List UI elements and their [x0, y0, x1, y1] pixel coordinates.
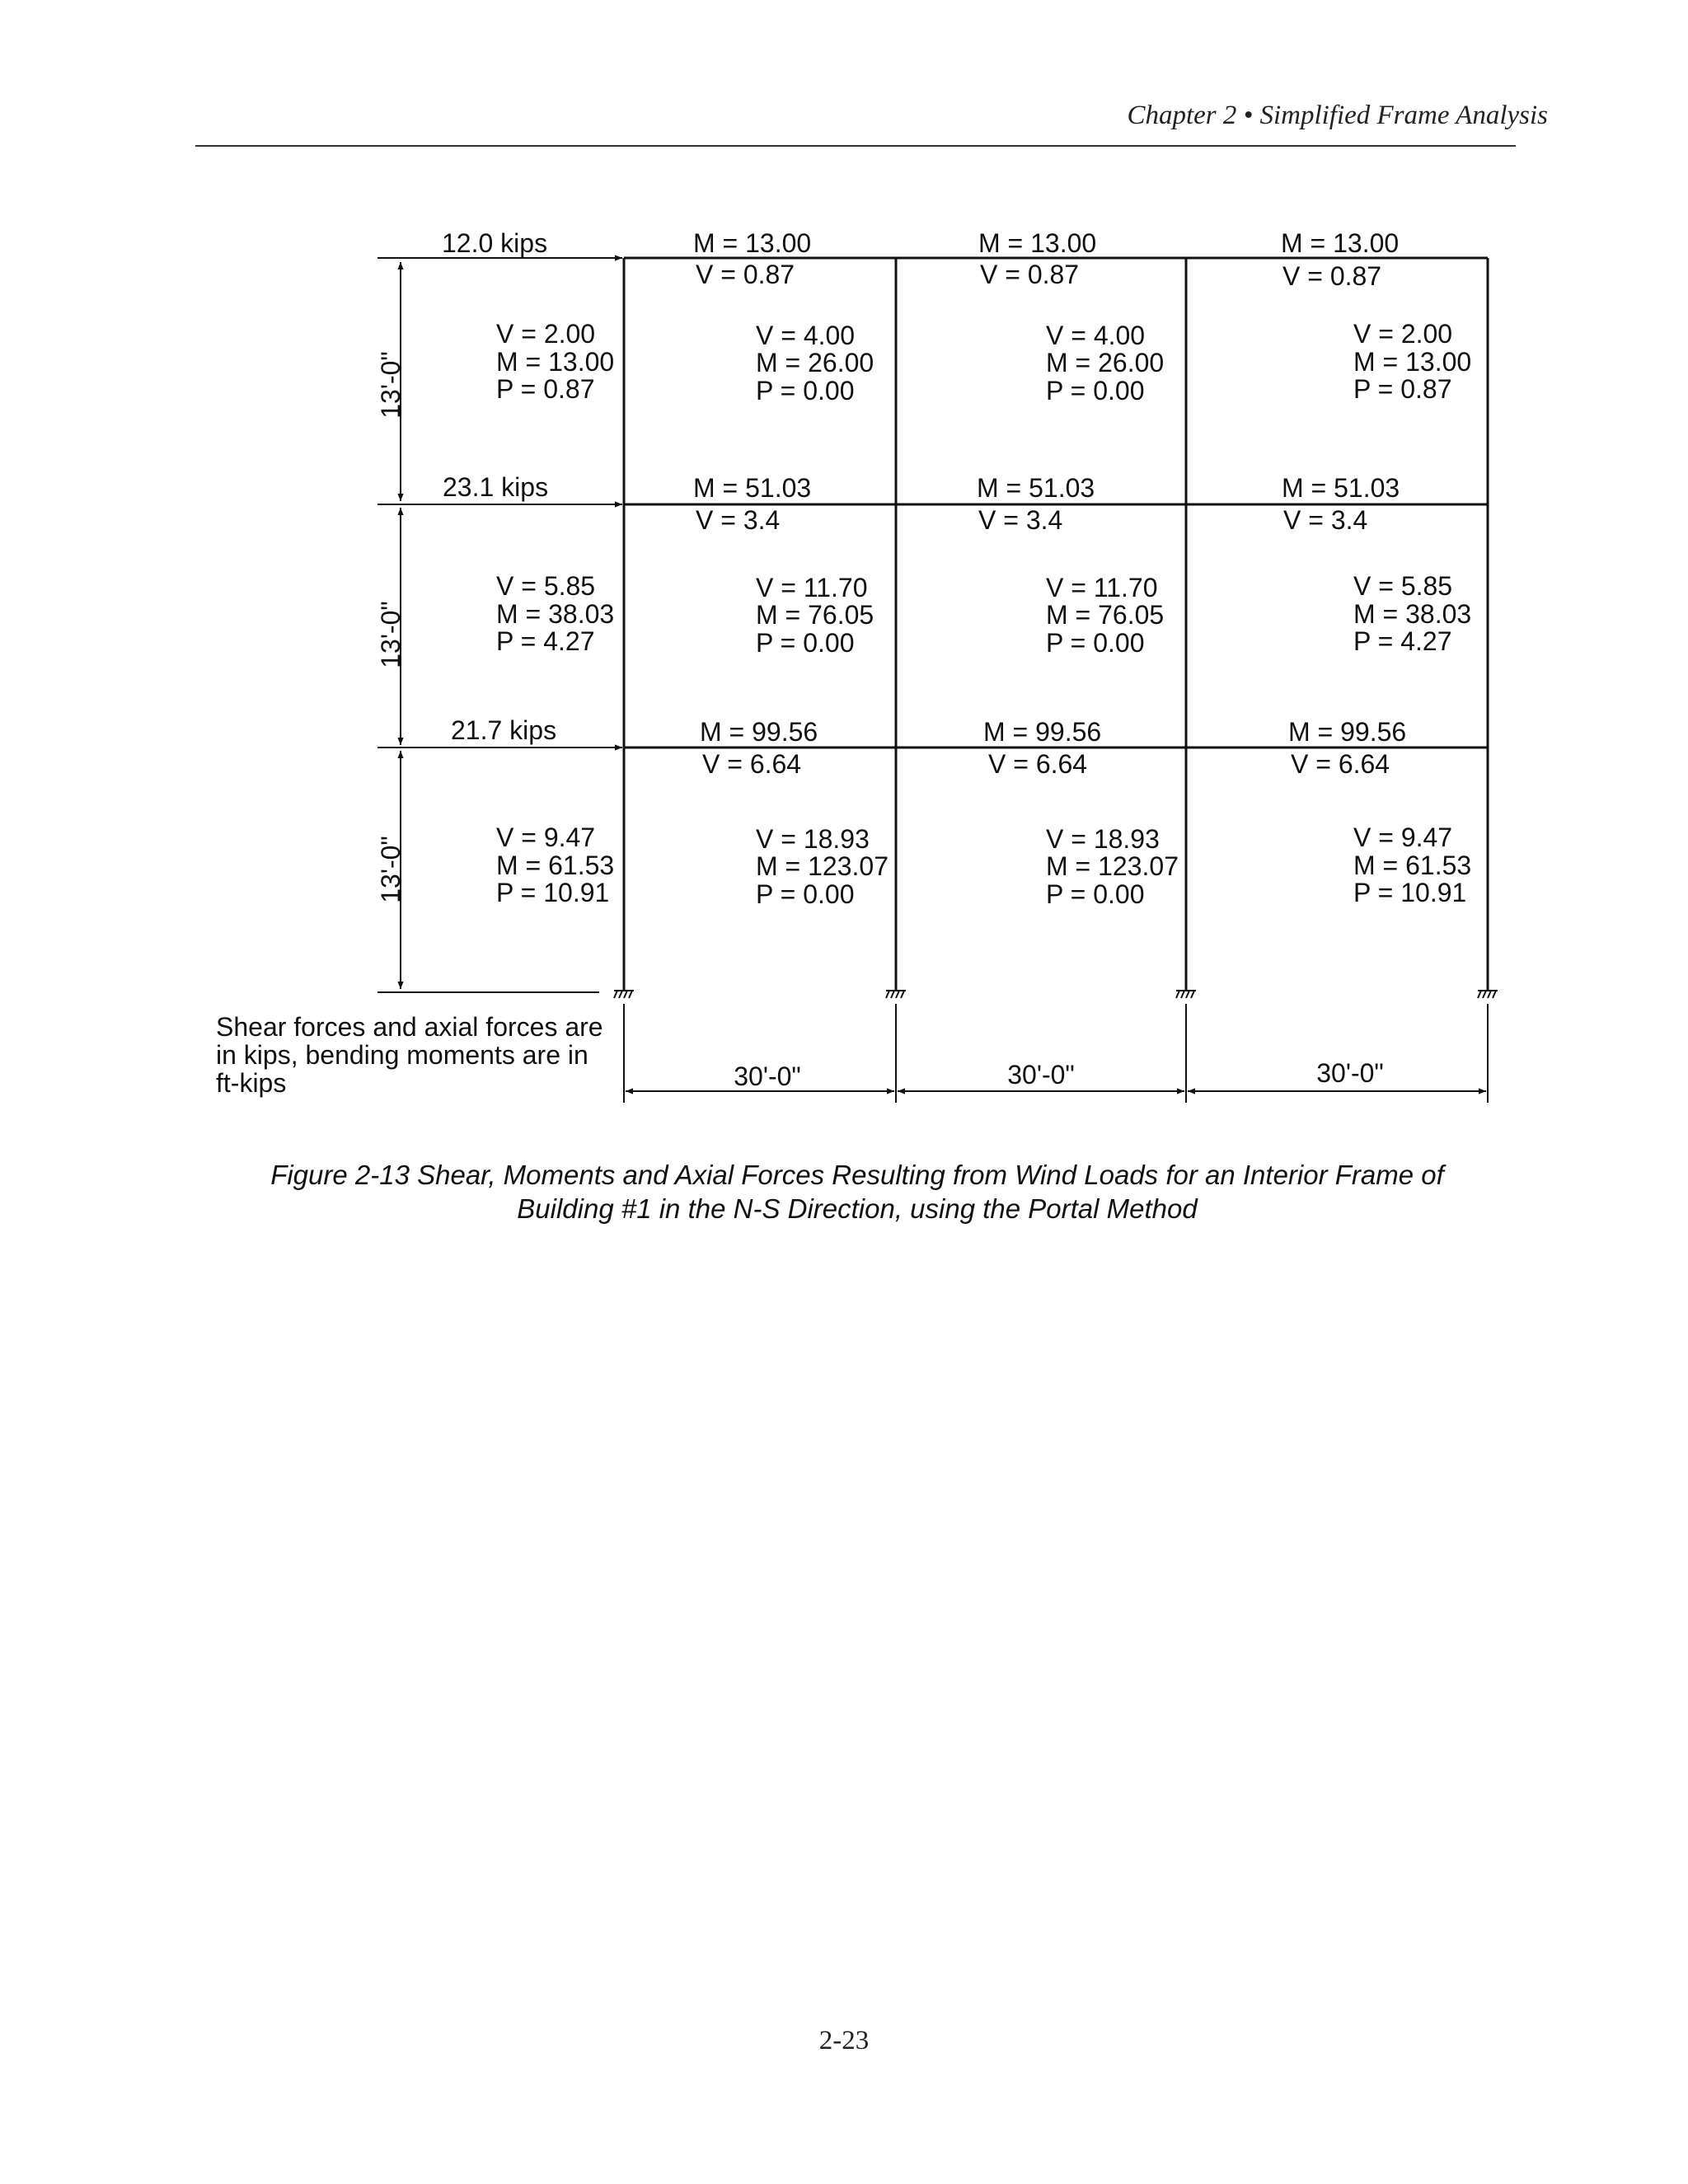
story-height-label: 13'-0": [376, 601, 406, 668]
svg-text:Shear forces and axial forces: Shear forces and axial forces are: [216, 1012, 603, 1042]
beam-shear-label: V = 6.64: [702, 749, 802, 779]
svg-text:M = 26.00: M = 26.00: [756, 348, 874, 377]
svg-text:P = 0.87: P = 0.87: [1353, 374, 1452, 404]
beam-moment-label: M = 51.03: [693, 473, 812, 503]
caption-line: Building #1 in the N-S Direction, using the Portal Method: [517, 1193, 1198, 1224]
svg-text:M = 38.03: M = 38.03: [496, 599, 615, 629]
roof-load-label: 12.0 kips: [442, 228, 548, 258]
svg-text:V = 4.00: V = 4.00: [756, 321, 856, 350]
svg-text:M = 123.07: M = 123.07: [1046, 851, 1179, 881]
fixed-support-icon: [614, 991, 634, 998]
svg-text:P = 0.00: P = 0.00: [756, 628, 855, 658]
fixed-support-icon: [1176, 991, 1196, 998]
beam-moment-label: M = 99.56: [983, 717, 1102, 747]
svg-text:P = 0.00: P = 0.00: [1046, 376, 1145, 405]
beam-moment-label: M = 99.56: [700, 717, 818, 747]
svg-text:M = 26.00: M = 26.00: [1046, 348, 1165, 377]
svg-text:P = 0.00: P = 0.00: [756, 376, 855, 405]
svg-text:P = 4.27: P = 4.27: [496, 626, 595, 656]
beam-shear-label: V = 3.4: [1283, 505, 1368, 535]
svg-text:M = 38.03: M = 38.03: [1353, 599, 1472, 629]
running-header: Chapter 2 • Simplified Frame Analysis: [1127, 101, 1548, 130]
column-label-group: [756, 573, 874, 658]
middle-story-column-labels: [496, 571, 1471, 658]
story-height-label: 13'-0": [376, 351, 406, 419]
beam-moment-label: M = 13.00: [693, 228, 812, 258]
column-label-group: [1046, 321, 1164, 405]
fixed-support-icon: [1478, 991, 1498, 998]
column-label-group: [1353, 319, 1471, 404]
beam-shear-label: V = 6.64: [1291, 749, 1390, 779]
svg-text:V = 5.85: V = 5.85: [496, 571, 596, 601]
column-label-group: [1046, 824, 1179, 909]
svg-text:V = 18.93: V = 18.93: [1046, 824, 1160, 854]
beam-shear-label: V = 0.87: [980, 260, 1080, 289]
bottom-story-column-labels: [496, 823, 1471, 909]
svg-text:in kips, bending moments are i: in kips, bending moments are in: [216, 1040, 588, 1070]
beam-shear-label: V = 0.87: [696, 260, 795, 289]
svg-text:P = 0.00: P = 0.00: [1046, 879, 1145, 909]
bay-span-label: 30'-0": [1316, 1058, 1384, 1088]
column-label-group: [756, 824, 889, 909]
bay-span-label: 30'-0": [734, 1062, 801, 1091]
bay-span-label: 30'-0": [1007, 1060, 1075, 1090]
bay-span-labels: [734, 1058, 1384, 1091]
svg-text:V = 5.85: V = 5.85: [1353, 571, 1453, 601]
beam-shear-label: V = 3.4: [696, 505, 781, 535]
svg-text:V = 2.00: V = 2.00: [496, 319, 596, 349]
svg-text:P = 4.27: P = 4.27: [1353, 626, 1452, 656]
top-story-column-labels: [496, 319, 1471, 405]
svg-text:M = 76.05: M = 76.05: [756, 600, 874, 630]
svg-text:M = 13.00: M = 13.00: [496, 347, 615, 377]
column-label-group: [756, 321, 874, 405]
svg-text:ft-kips: ft-kips: [216, 1068, 287, 1098]
third-floor-load-label: 23.1 kips: [443, 472, 549, 502]
units-note: [216, 1012, 603, 1098]
beam-moment-label: M = 51.03: [1282, 473, 1400, 503]
svg-text:V = 4.00: V = 4.00: [1046, 321, 1146, 350]
story-height-label: 13'-0": [376, 836, 406, 903]
caption-line: Figure 2-13 Shear, Moments and Axial Forces Resulting from Wind Loads for an Interior Frame of: [270, 1160, 1444, 1190]
svg-text:M = 61.53: M = 61.53: [1353, 851, 1472, 880]
beam-moment-label: M = 13.00: [978, 228, 1097, 258]
svg-text:M = 123.07: M = 123.07: [756, 851, 889, 881]
column-label-group: [496, 823, 614, 907]
svg-text:M = 13.00: M = 13.00: [1353, 347, 1472, 377]
beam-shear-label: V = 6.64: [988, 749, 1088, 779]
beam-shear-label: V = 0.87: [1282, 261, 1382, 291]
svg-text:V = 9.47: V = 9.47: [1353, 823, 1453, 852]
svg-text:V = 11.70: V = 11.70: [756, 573, 868, 602]
page-number: 2-23: [818, 2026, 870, 2055]
column-label-group: [1046, 573, 1164, 658]
svg-text:M = 61.53: M = 61.53: [496, 851, 615, 880]
fixed-support-icon: [886, 991, 906, 998]
svg-text:P = 0.00: P = 0.00: [756, 879, 855, 909]
svg-text:P = 10.91: P = 10.91: [1353, 878, 1467, 907]
column-label-group: [496, 319, 614, 404]
beam-moment-label: M = 51.03: [977, 473, 1095, 503]
beam-moment-label: M = 99.56: [1288, 717, 1407, 747]
column-label-group: [496, 571, 614, 656]
svg-text:V = 2.00: V = 2.00: [1353, 319, 1453, 349]
svg-text:V = 18.93: V = 18.93: [756, 824, 870, 854]
svg-text:P = 0.87: P = 0.87: [496, 374, 595, 404]
figure-caption: [206, 1158, 1508, 1226]
column-label-group: [1353, 823, 1471, 907]
svg-text:V = 9.47: V = 9.47: [496, 823, 596, 852]
svg-text:P = 10.91: P = 10.91: [496, 878, 610, 907]
beam-shear-label: V = 3.4: [978, 505, 1063, 535]
svg-text:M = 76.05: M = 76.05: [1046, 600, 1165, 630]
svg-text:P = 0.00: P = 0.00: [1046, 628, 1145, 658]
column-label-group: [1353, 571, 1471, 656]
roof-beam-labels: [693, 228, 1399, 291]
beam-moment-label: M = 13.00: [1281, 228, 1400, 258]
second-floor-load-label: 21.7 kips: [451, 715, 557, 745]
load-labels: [442, 228, 556, 745]
fixed-supports: [614, 991, 1498, 998]
svg-text:V = 11.70: V = 11.70: [1046, 573, 1158, 602]
